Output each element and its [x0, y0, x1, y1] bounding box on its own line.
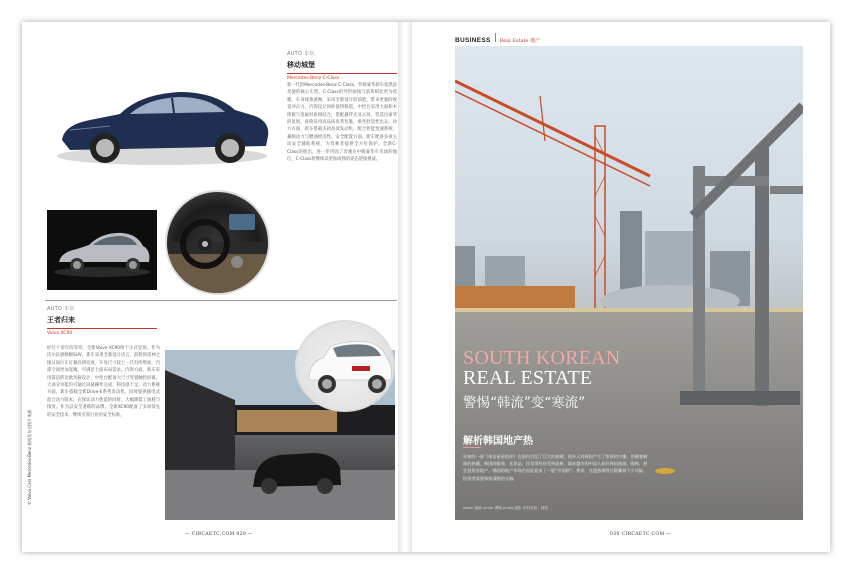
headline-en-line2: REAL ESTATE — [463, 367, 593, 389]
page-number-right: 030 CIRCAETC.COM — — [610, 532, 672, 537]
section-heading-benz — [287, 50, 397, 81]
section-subtitle: Mercedes-Benz C-Class — [287, 73, 397, 81]
intro-paragraph: 年初的一部《来自星星的你》在国内引发了巨大的热潮，很多人对韩国产生了浓厚的兴趣。伴随着韩剧的热播，韩国的服装、化妆品、饮食等纷纷受到追捧，越来越多的中国人前往韩国旅游、购物，甚至投资房地产。韩国的地产市场也因此迎来了一股“中国热”。然而，这股热潮背后隐藏着不少风险，投资者需要保持清醒的头脑。 — [463, 454, 648, 481]
section-title: 王者归来 — [47, 316, 75, 324]
subheadline: 解析韩国地产热 — [463, 436, 533, 447]
section-divider — [45, 300, 397, 301]
photo-credit-caption: © Volvo Cars Mercedes-Benz 新闻发布会图片来源 — [27, 409, 32, 505]
section-header — [455, 33, 540, 44]
section-heading-volvo — [47, 305, 157, 336]
volvo-suv-image — [295, 320, 395, 412]
page-gutter — [398, 22, 412, 552]
headline-block — [463, 348, 733, 411]
article-credits: editor 编辑 writer 撰稿 photo 摄影 资料来源：网络 — [463, 506, 549, 510]
mercedes-dark-image — [47, 210, 157, 290]
headline-cn: 警惕“韩流”变“寒流” — [463, 395, 586, 411]
headline-en-line1: SOUTH KOREAN — [463, 347, 621, 369]
mercedes-sedan-image — [50, 70, 275, 180]
section-subtitle: Volvo XC90 — [47, 328, 157, 336]
construction-site-photo — [455, 46, 803, 520]
section-label: AUTO 车坛 — [287, 51, 315, 57]
article-body-volvo: 经过十余年的等待，全新Volvo XC90终于正式登场。作为沃尔沃旗舰级SUV，新车采用全新设计语言，前脸的雷神之锤日间行车灯极具辨识度。车身尺寸较上一代有所增加，内部空间更加宽敞，可满足七座布局需求。内饰方面，新车采用简洁的北欧风格设计，中控台配备大尺寸竖置触控屏幕，大部分功能均可通过屏幕操作完成，科技感十足。动力系统方面，新车搭载全新Drive-E系列发动机，同时提供插电式混合动力版本，在保证动力性能的同时，大幅降低了油耗与排放。作为以安全著称的品牌，全新XC90配备了多项领先的安全技术，继续引领行业的安全标准。 — [47, 346, 160, 418]
business-label: BUSINESS — [455, 37, 491, 44]
subheadline-rule — [463, 447, 481, 448]
interior-dashboard-image — [165, 190, 270, 295]
section-label: AUTO 车坛 — [47, 306, 75, 312]
real-estate-label: Real Estate 地产 — [499, 38, 541, 44]
article-body-benz: 新一代的Mercedes-Benz C-Class，传统豪华轿车依然是奔驰的核心车型。C-Class的外形曲线与前辈相比更为优雅，车身线条流畅，采用全新设计的前脸，带来更强的视觉冲击力。内饰设计同样值得称道，中控台采用大面积木饰板与金属材质相结合，搭配悬浮式显示屏，营造出豪华的氛围。座椅采用高品质皮革包裹，乘坐舒适性出众。动力方面，新车搭载多款高效发动机，配合智能变速系统，兼顾动力与燃油经济性。安全配置方面，新车配备多项主动安全辅助系统，为驾乘者提供全方位保护。全新C-Class的推出，进一步巩固了奔驰在中级豪华车市场的地位，C-Class将继续以更加成熟的姿态迎接挑战。 — [287, 83, 397, 163]
section-title: 移动城堡 — [287, 61, 315, 69]
page-number-left: — CIRCAETC.COM 029 — — [185, 532, 253, 537]
header-divider — [495, 33, 496, 42]
